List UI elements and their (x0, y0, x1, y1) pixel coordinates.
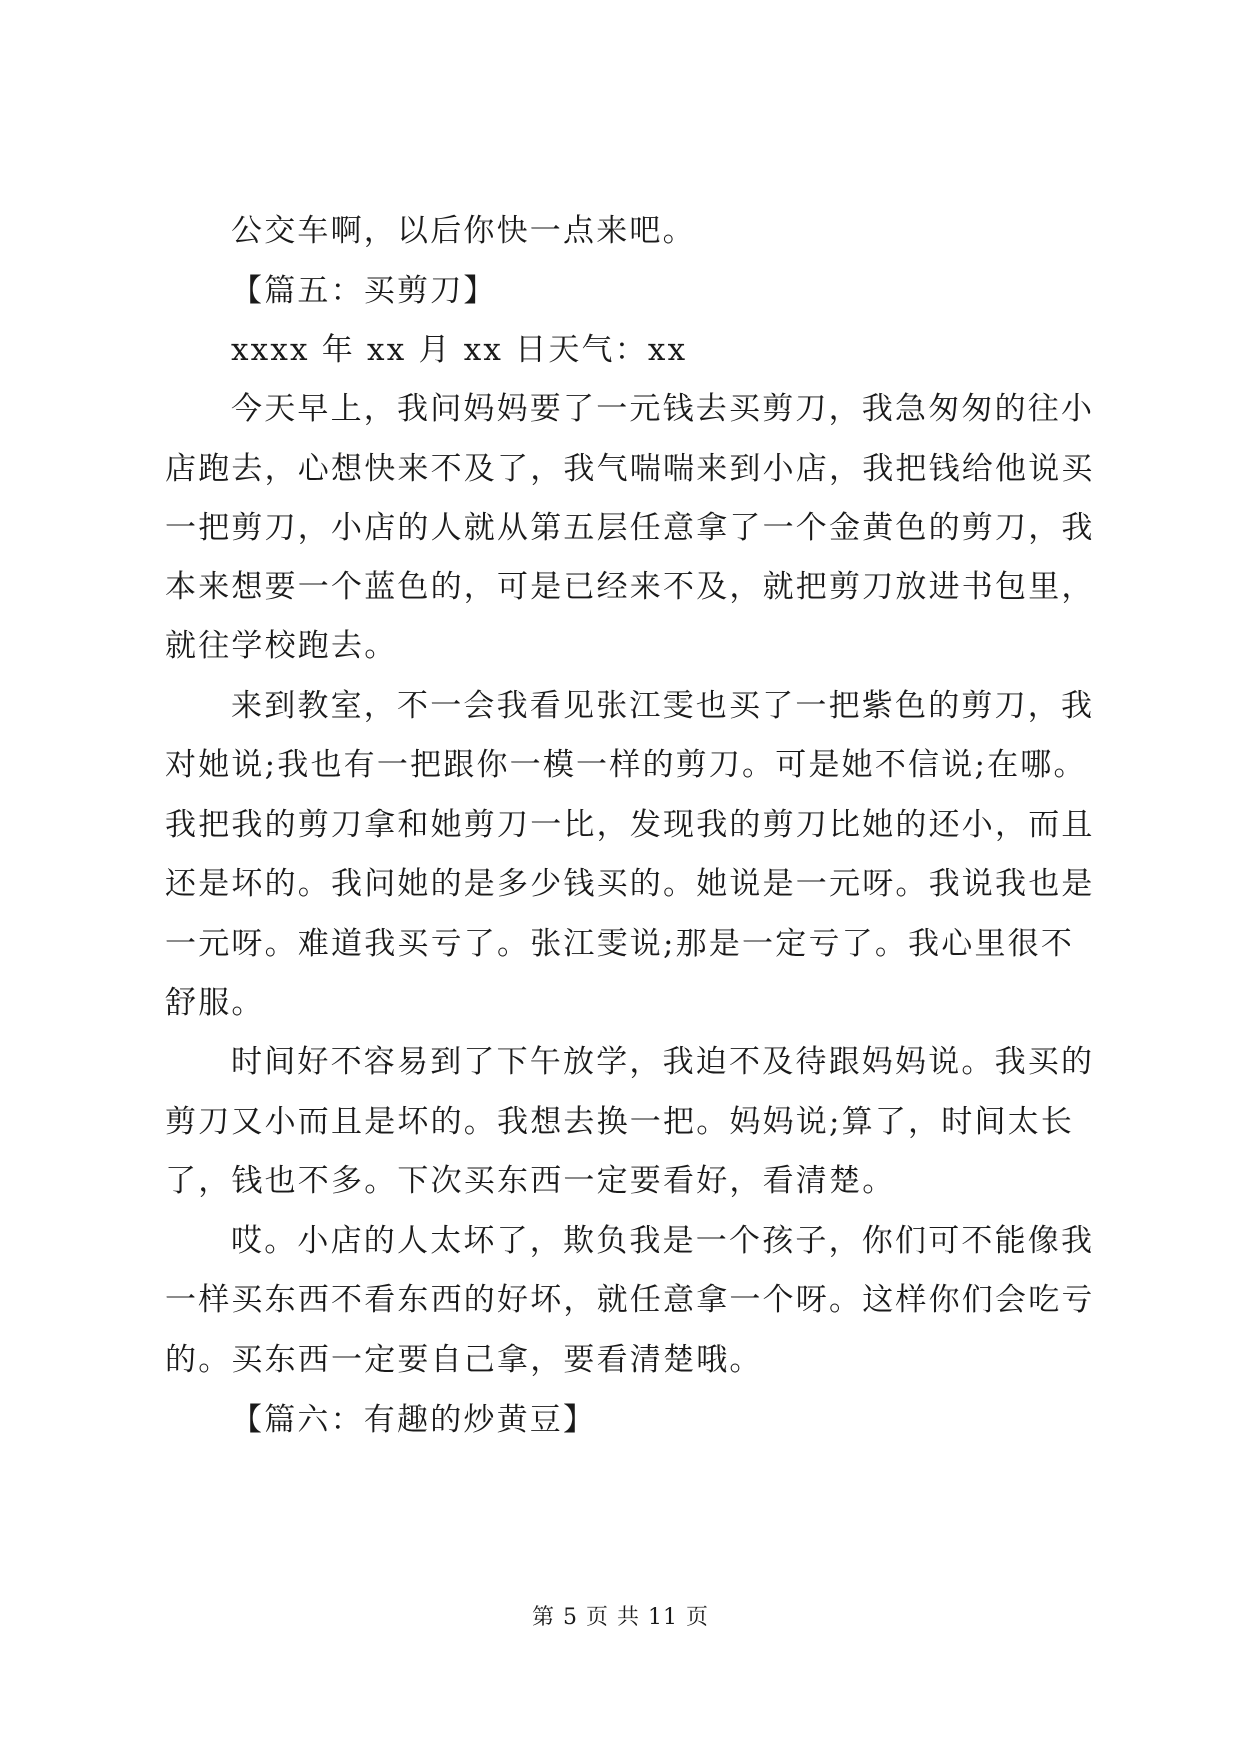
text-line: 一把剪刀，小店的人就从第五层任意拿了一个金黄色的剪刀，我 (165, 510, 1095, 546)
text-line: 一样买东西不看东西的好坏，就任意拿一个呀。这样你们会吃亏 (165, 1282, 1095, 1318)
section-heading: 【篇六：有趣的炒黄豆】 (231, 1402, 597, 1438)
section-heading: 【篇五：买剪刀】 (231, 273, 497, 309)
text-line: 对她说;我也有一把跟你一模一样的剪刀。可是她不信说;在哪。 (165, 747, 1087, 783)
text-line: 我把我的剪刀拿和她剪刀一比，发现我的剪刀比她的还小，而且 (165, 807, 1095, 843)
text-line: 还是坏的。我问她的是多少钱买的。她说是一元呀。我说我也是 (165, 866, 1095, 902)
page-number-footer: 第 5 页 共 11 页 (532, 1605, 709, 1630)
text-line: 了，钱也不多。下次买东西一定要看好，看清楚。 (165, 1163, 896, 1199)
text-line: 店跑去，心想快来不及了，我气喘喘来到小店，我把钱给他说买 (165, 451, 1095, 487)
text-line: 一元呀。难道我买亏了。张江雯说;那是一定亏了。我心里很不 (165, 926, 1075, 962)
text-line: 舒服。 (165, 985, 265, 1021)
text-line: 哎。小店的人太坏了，欺负我是一个孩子，你们可不能像我 (231, 1223, 1095, 1259)
text-line: 今天早上，我问妈妈要了一元钱去买剪刀，我急匆匆的往小 (231, 391, 1095, 427)
text-line: 来到教室，不一会我看见张江雯也买了一把紫色的剪刀，我 (231, 688, 1095, 724)
text-line: 的。买东西一定要自己拿，要看清楚哦。 (165, 1342, 763, 1378)
text-line: 公交车啊，以后你快一点来吧。 (231, 213, 696, 249)
text-line: 本来想要一个蓝色的，可是已经来不及，就把剪刀放进书包里， (165, 569, 1095, 605)
text-line: 剪刀又小而且是坏的。我想去换一把。妈妈说;算了，时间太长 (165, 1104, 1075, 1140)
text-line: 就往学校跑去。 (165, 628, 398, 664)
diary-date-line: xxxx 年 xx 月 xx 日天气：xx (231, 332, 688, 368)
text-line: 时间好不容易到了下午放学，我迫不及待跟妈妈说。我买的 (231, 1044, 1095, 1080)
